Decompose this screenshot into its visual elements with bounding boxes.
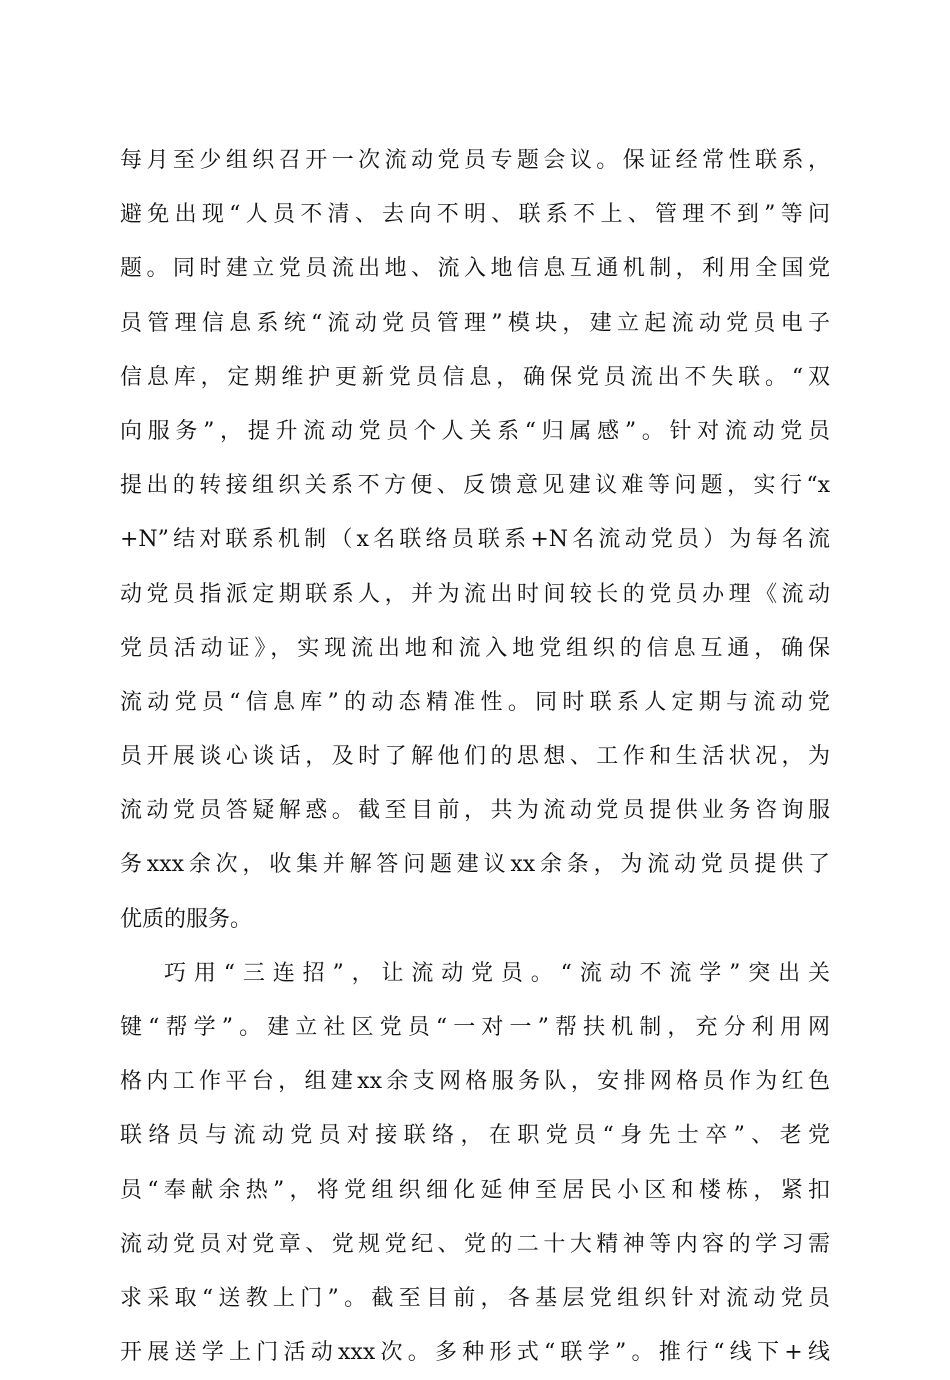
body-text xyxy=(120,134,830,1380)
text-line: 键“帮学”。建立社区党员“一对一”帮扶机制，充分利用网 xyxy=(120,1015,830,1040)
text-line: 动党员指派定期联系人，并为流出时间较长的党员办理《流动 xyxy=(120,581,830,607)
text-line: 向服务”，提升流动党员个人关系“归属感”。针对流动党员 xyxy=(120,418,830,444)
text-line: 员“奉献余热”，将党组织细化延伸至居民小区和楼栋，紧扣 xyxy=(120,1177,830,1203)
text-line: 员开展谈心谈话，及时了解他们的思想、工作和生活状况，为 xyxy=(120,744,830,770)
text-line: 流动党员答疑解惑。截至目前，共为流动党员提供业务咨询服 xyxy=(120,798,830,824)
text-line: 每月至少组织召开一次流动党员专题会议。保证经常性联系， xyxy=(120,148,830,173)
paragraph-start-line: 巧用“三连招”，让流动党员。“流动不流学”突出关 xyxy=(164,960,830,986)
text-line: +N”结对联系机制（x名联络员联系+N名流动党员）为每名流 xyxy=(120,527,830,553)
text-line: 提出的转接组织关系不方便、反馈意见建议难等问题，实行“x xyxy=(120,473,830,499)
text-line: 联络员与流动党员对接联络，在职党员“身先士卒”、老党 xyxy=(120,1123,830,1149)
text-line: 流动党员“信息库”的动态精准性。同时联系人定期与流动党 xyxy=(120,689,830,715)
text-line: 流动党员对党章、党规党纪、党的二十大精神等内容的学习需 xyxy=(120,1231,830,1257)
text-line: 开展送学上门活动xxx次。多种形式“联学”。推行“线下+线 xyxy=(120,1340,830,1366)
text-line: 务xxx余次，收集并解答问题建议xx余条，为流动党员提供了 xyxy=(120,852,830,878)
text-line: 格内工作平台，组建xx余支网格服务队，安排网格员作为红色 xyxy=(120,1069,830,1095)
text-line: 优质的服务。 xyxy=(120,906,253,932)
text-line: 题。同时建立党员流出地、流入地信息互通机制，利用全国党 xyxy=(120,256,830,282)
text-line: 员管理信息系统“流动党员管理”模块，建立起流动党员电子 xyxy=(120,310,830,336)
text-line: 党员活动证》，实现流出地和流入地党组织的信息互通，确保 xyxy=(120,635,830,661)
text-line: 避免出现“人员不清、去向不明、联系不上、管理不到”等问 xyxy=(120,202,830,228)
text-line: 信息库，定期维护更新党员信息，确保党员流出不失联。“双 xyxy=(120,364,830,390)
text-line: 求采取“送教上门”。截至目前，各基层党组织针对流动党员 xyxy=(120,1285,830,1311)
